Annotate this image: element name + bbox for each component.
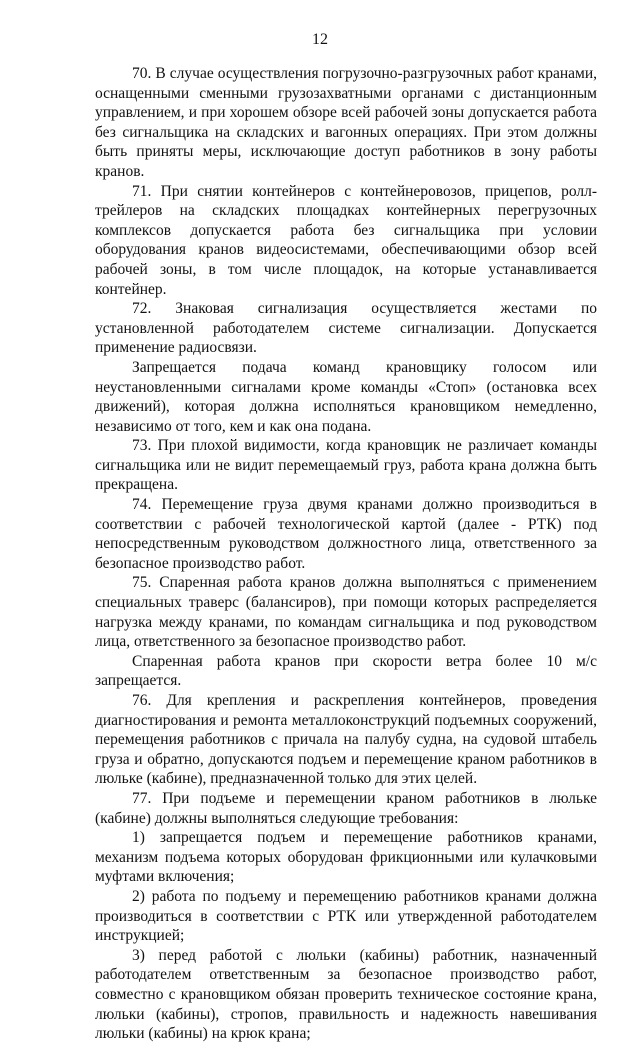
paragraph-73: 73. При плохой видимости, когда крановщик не различает команды сигнальщика или не видит перемещаемый груз, работа крана должна быть прекращена.	[95, 437, 597, 494]
paragraph-72: 72. Знаковая сигнализация осуществляется жестами по установленной работодателем системе сигнализации. Допускается применение радиосвязи.	[95, 300, 597, 357]
page-number: 12	[312, 31, 328, 48]
paragraph-75-wind-limit: Спаренная работа кранов при скорости ветра более 10 м/с запрещается.	[95, 652, 597, 690]
paragraph-76: 76. Для крепления и раскрепления контейнеров, проведения диагностирования и ремонта металлоконструкций подъемных сооружений, перемещения работников с причала на палубу судна, на судовой штабель груза и обратно, допускаются подъем и перемещение краном работников в люльке (кабине), предназначенной только для этих целей.	[95, 692, 597, 788]
paragraph-77: 77. При подъеме и перемещении краном работников в люльке (кабине) должны выполняться следующие требования:	[95, 789, 597, 827]
document-body	[95, 64, 597, 1044]
paragraph-75: 75. Спаренная работа кранов должна выполняться с применением специальных траверс (балансиров), при помощи которых распределяется нагрузка между кранами, по командам сигнальщика и под руководством лица, ответственного за безопасное производство работ.	[95, 574, 597, 651]
paragraph-77-item-1: 1) запрещается подъем и перемещение работников кранами, механизм подъема которых оборудован фрикционными или кулачковыми муфтами включения;	[95, 829, 597, 886]
paragraph-72-prohibition: Запрещается подача команд крановщику голосом или неустановленными сигналами кроме команды «Стоп» (остановка всех движений), которая должна исполняться крановщиком немедленно, независимо от того, кем и как она подана.	[95, 358, 597, 435]
paragraph-77-item-3: 3) перед работой с люльки (кабины) работник, назначенный работодателем ответственным за безопасное производство работ, совместно с крановщиком обязан проверить техническое состояние крана, люльки (кабины), стропов, правильность и надежность навешивания люльки (кабины) на крюк крана;	[95, 946, 597, 1043]
paragraph-71: 71. При снятии контейнеров с контейнеровозов, прицепов, ролл-трейлеров на складских площадках контейнерных перегрузочных комплексов допускается работа без сигнальщика при условии оборудования кранов видеосистемами, обеспечивающими обзор всей рабочей зоны, в том числе площадок, на которые устанавливается контейнер.	[95, 182, 597, 298]
paragraph-77-item-2: 2) работа по подъему и перемещению работников кранами должна производиться в соответствии с РТК или утвержденной работодателем инструкцией;	[95, 887, 597, 945]
paragraph-70: 70. В случае осуществления погрузочно-разгрузочных работ кранами, оснащенными сменными грузозахватными органами с дистанционным управлением, и при хорошем обзоре всей рабочей зоны допускается работа без сигнальщика на складских и вагонных операциях. При этом должны быть приняты меры, исключающие доступ работников в зону работы кранов.	[95, 65, 597, 180]
paragraph-74: 74. Перемещение груза двумя кранами должно производиться в соответствии с рабочей технологической картой (далее - РТК) под непосредственным руководством должностного лица, ответственного за безопасное производство работ.	[95, 496, 597, 572]
